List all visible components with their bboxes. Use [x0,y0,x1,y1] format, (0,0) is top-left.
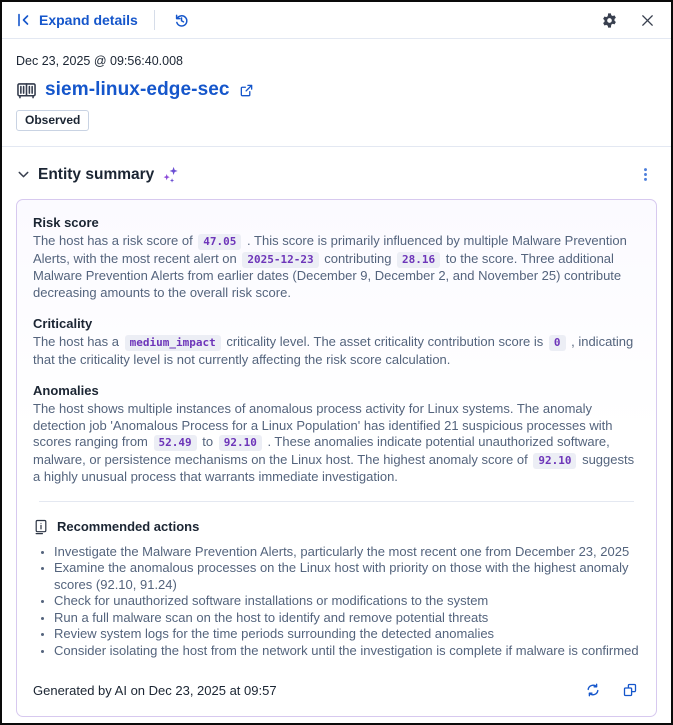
summary-options-button[interactable] [634,163,657,186]
recommended-actions-icon [33,519,49,535]
expand-details-button[interactable] [16,12,138,28]
close-button[interactable] [638,11,657,30]
regenerate-button[interactable] [583,680,603,700]
anomalies-heading: Anomalies [33,383,99,398]
history-clock-icon [173,12,190,29]
ai-summary-panel [16,199,657,717]
copy-button[interactable] [620,680,640,700]
collapse-left-icon [16,12,32,28]
recommended-action-item: • Investigate the Malware Prevention Alerts, particularly the most recent one from December 23, 2025 [54,544,640,561]
copy-icon [622,682,638,698]
history-button[interactable] [171,10,192,31]
entity-name: siem-linux-edge-sec [45,79,230,100]
flyout-header [2,2,671,39]
risk-score-paragraph: The host has a risk score of 47.05 . This score is primarily influenced by multiple Malware Prevention Alerts, with the most recent alert on 2025-12-23 contributing 28.16 to the score. Three additional Malware Prevention Alerts from earlier dates (December 9, December 2, and November 25) contribute decreasing amounts to the overall risk score. [33,233,627,300]
criticality-heading: Criticality [33,316,93,331]
vertical-dots-icon [638,167,653,182]
entity-summary-toggle[interactable] [16,165,180,184]
close-icon [640,13,655,28]
recommended-actions-list [33,544,640,660]
recommended-action-item: • Examine the anomalous processes on the Linux host with priority on those with the highest anomaly scores (92.10, 91.24) [54,560,640,593]
recommended-action-item: • Consider isolating the host from the network until the investigation is complete if malware is confirmed [54,643,640,660]
recommended-actions-heading: Recommended actions [57,519,200,534]
chevron-down-icon [16,167,31,182]
host-storage-icon [16,80,37,101]
generated-by-ai-text: Generated by AI on Dec 23, 2025 at 09:57 [33,682,277,698]
gear-icon [601,12,618,29]
ai-sparkles-icon [161,165,180,184]
recommended-action-item: • Run a full malware scan on the host to identify and remove potential threats [54,610,640,627]
criticality-paragraph: The host has a medium_impact criticality level. The asset criticality contribution score is 0 , indicating that the criticality level is not currently affecting the risk score calculation. [33,334,634,367]
entity-summary-title: Entity summary [38,165,155,183]
header-separator [154,10,155,30]
entity-timestamp: Dec 23, 2025 @ 09:56:40.008 [16,54,183,68]
refresh-icon [585,682,601,698]
anomalies-paragraph: The host shows multiple instances of anomalous process activity for Linux systems. The anomaly detection job 'Anomalous Process for a Linux Population' has identified 21 suspicious processes with scores ranging from 52.49 to 92.10 . These anomalies indicate potential unauthorized software, malware, or persistence mechanisms on the Linux host. The highest anomaly score of 92.10 suggests a highly unusual process that warrants immediate investigation. [33,401,635,484]
risk-score-heading: Risk score [33,215,99,230]
observed-badge: Observed [16,110,89,131]
open-external-link-icon[interactable] [239,83,254,98]
expand-details-label: Expand details [39,12,138,28]
panel-divider [39,501,634,502]
header-divider [2,146,671,147]
recommended-action-item: • Check for unauthorized software installations or modifications to the system [54,593,640,610]
recommended-action-item: • Review system logs for the time periods surrounding the detected anomalies [54,626,640,643]
settings-button[interactable] [599,10,620,31]
